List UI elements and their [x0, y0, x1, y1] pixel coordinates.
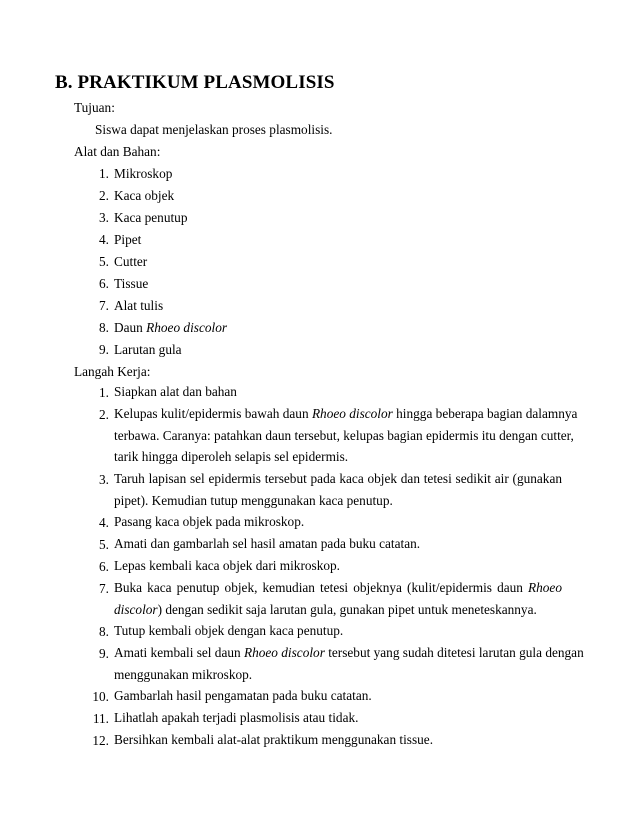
step-number: 4.	[99, 515, 109, 530]
step-line: Amati kembali sel daun Rhoeo discolor tersebut yang sudah ditetesi larutan gula dengan	[114, 645, 584, 660]
step-line: Bersihkan kembali alat-alat praktikum menggunakan tissue.	[114, 732, 434, 747]
list-item-number: 6.	[99, 276, 109, 291]
step-line: pipet). Kemudian tutup menggunakan kaca penutup.	[114, 492, 393, 508]
list-item: Tissue	[114, 276, 149, 291]
step-line: Tutup kembali objek dengan kaca penutup.	[114, 623, 344, 638]
step-item	[114, 729, 562, 751]
step-line: discolor) dengan sedikit saja larutan gula, gunakan pipet untuk meneteskannya.	[114, 601, 537, 617]
step-item	[114, 468, 562, 511]
step-number: 7.	[99, 581, 109, 596]
list-item: Cutter	[114, 254, 148, 269]
langkah-label: Langah Kerja:	[74, 364, 151, 379]
step-item	[114, 381, 562, 403]
step-number: 11.	[92, 711, 109, 726]
step-line: Lepas kembali kaca objek dari mikroskop.	[114, 558, 340, 573]
step-number: 1.	[99, 385, 109, 400]
step-line: Pasang kaca objek pada mikroskop.	[114, 514, 305, 529]
list-item-number: 8.	[99, 320, 109, 335]
step-number: 10.	[92, 689, 109, 704]
step-item	[114, 555, 562, 577]
step-item	[114, 620, 562, 642]
step-item	[114, 511, 562, 533]
step-line: Taruh lapisan sel epidermis tersebut pada kaca objek dan tetesi sedikit air (gunakan	[114, 471, 562, 486]
step-line: Siapkan alat dan bahan	[114, 384, 237, 399]
list-item-number: 3.	[99, 210, 109, 225]
step-item	[114, 403, 578, 468]
step-item	[114, 577, 562, 620]
list-item-number: 1.	[99, 166, 109, 181]
step-number: 9.	[99, 646, 109, 661]
list-item: Mikroskop	[114, 166, 173, 181]
step-item	[114, 642, 584, 685]
step-line: terbawa. Caranya: patahkan daun tersebut, kelupas bagian epidermis itu dengan cutter,	[114, 427, 574, 443]
section-title: B. PRAKTIKUM PLASMOLISIS	[55, 72, 335, 93]
list-item-number: 9.	[99, 342, 109, 357]
step-line: Lihatlah apakah terjadi plasmolisis atau tidak.	[114, 710, 359, 725]
species-name: Rhoeo discolor	[146, 320, 228, 335]
list-item: Alat tulis	[114, 298, 164, 313]
step-item	[114, 707, 562, 729]
step-number: 12.	[92, 733, 109, 748]
step-line: Kelupas kulit/epidermis bawah daun Rhoeo discolor hingga beberapa bagian dalamnya	[114, 406, 578, 421]
step-number: 6.	[99, 559, 109, 574]
step-line: Gambarlah hasil pengamatan pada buku catatan.	[114, 688, 372, 703]
list-item-number: 2.	[99, 188, 109, 203]
step-line: menggunakan mikroskop.	[114, 666, 253, 682]
list-item: Kaca penutup	[114, 210, 188, 225]
list-item: Pipet	[114, 232, 142, 247]
list-item-number: 7.	[99, 298, 109, 313]
step-line: Buka kaca penutup objek, kemudian tetesi objeknya (kulit/epidermis daun Rhoeo	[114, 580, 562, 595]
list-item: Larutan gula	[114, 342, 182, 357]
step-number: 8.	[99, 624, 109, 639]
step-line: Amati dan gambarlah sel hasil amatan pada buku catatan.	[114, 536, 421, 551]
step-number: 5.	[99, 537, 109, 552]
tujuan-label: Tujuan:	[74, 100, 115, 115]
step-line: tarik hingga diperoleh selapis sel epidermis.	[114, 449, 349, 465]
list-item-text: Daun	[114, 320, 147, 335]
alat-label: Alat dan Bahan:	[74, 144, 161, 159]
list-item-number: 5.	[99, 254, 109, 269]
list-item	[114, 320, 227, 336]
tujuan-text: Siswa dapat menjelaskan proses plasmolisis.	[95, 122, 333, 137]
step-item	[114, 533, 562, 555]
step-item	[114, 685, 562, 707]
list-item: Kaca objek	[114, 188, 175, 203]
step-number: 2.	[99, 407, 109, 422]
step-number: 3.	[99, 472, 109, 487]
list-item-number: 4.	[99, 232, 109, 247]
